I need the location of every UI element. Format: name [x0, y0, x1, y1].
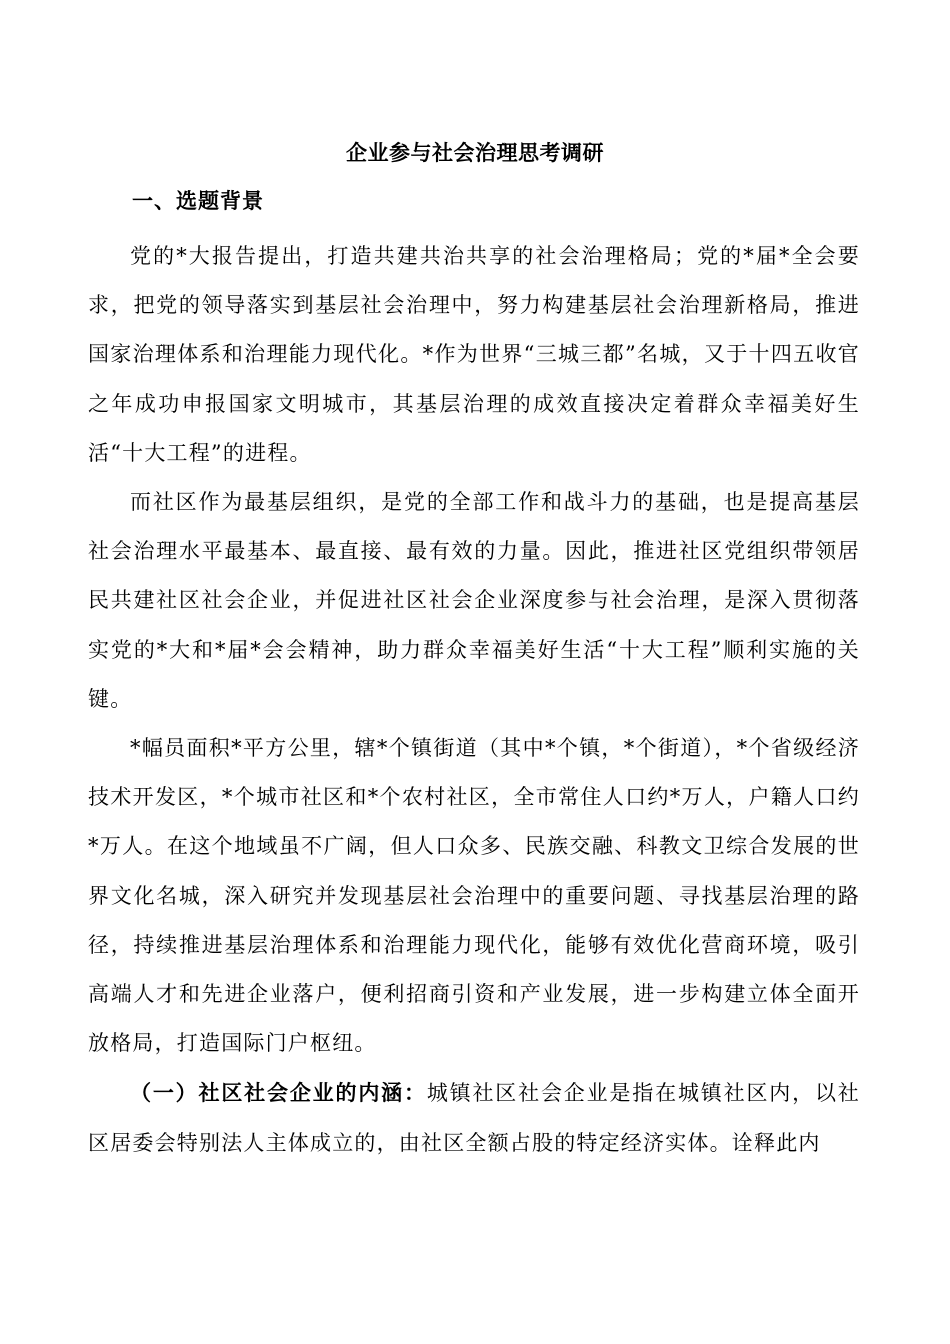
document-title: 企业参与社会治理思考调研: [346, 140, 604, 165]
subsection-text: 城镇社区社会企业是指在城镇社区内，以社区居委会特别法人主体成立的，由社区全额占股的特定经济实体。诠释此内: [88, 1081, 860, 1155]
paragraph-3: *幅员面积*平方公里，辖*个镇街道（其中*个镇，*个街道），*个省级经济技术开发区，*个城市社区和*个农村社区，全市常住人口约*万人，户籍人口约*万人。在这个地域虽不广阔，但人口众多、民族交融、科教文卫综合发展的世界文化名城，深入研究并发现基层社会治理中的重要问题、寻找基层治理的路径，持续推进基层治理体系和治理能力现代化，能够有效优化营商环境，吸引高端人才和先进企业落户，便利招商引资和产业发展，进一步构建立体全面开放格局，打造国际门户枢纽。: [88, 736, 860, 1056]
paragraph-1: 党的*大报告提出，打造共建共治共享的社会治理格局；党的*届*全会要求，把党的领导落实到基层社会治理中，努力构建基层社会治理新格局，推进国家治理体系和治理能力现代化。*作为世界“三城三都”名城，又于十四五收官之年成功申报国家文明城市，其基层治理的成效直接决定着群众幸福美好生活“十大工程”的进程。: [88, 244, 860, 465]
paragraph-2: 而社区作为最基层组织，是党的全部工作和战斗力的基础，也是提高基层社会治理水平最基本、最直接、最有效的力量。因此，推进社区党组织带领居民共建社区社会企业，并促进社区社会企业深度参与社会治理，是深入贯彻落实党的*大和*届*会会精神，助力群众幸福美好生活“十大工程”顺利实施的关键。: [88, 490, 860, 711]
section-heading: 一、选题背景: [132, 188, 264, 213]
subsection-heading: （一）社区社会企业的内涵：: [130, 1080, 427, 1106]
subsection-paragraph: [88, 1068, 860, 1167]
document-body: [88, 232, 860, 1168]
